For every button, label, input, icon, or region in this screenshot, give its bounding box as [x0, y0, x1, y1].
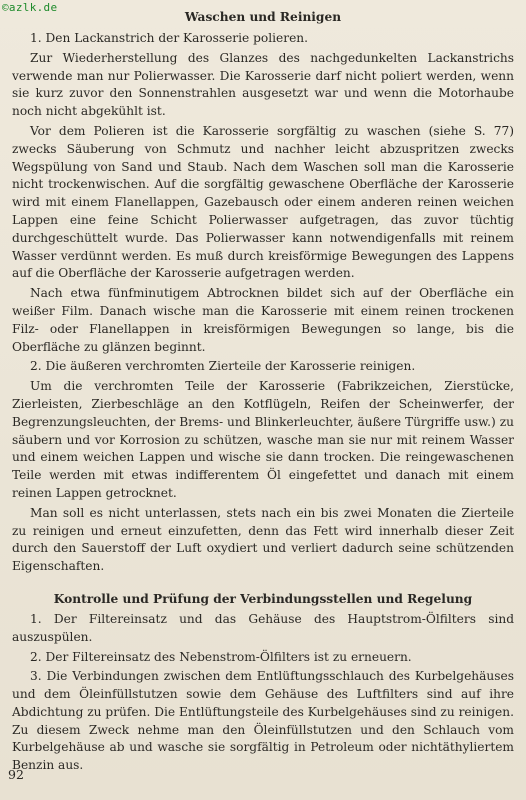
paragraph: Vor dem Polieren ist die Karosserie sorgfältig zu waschen (siehe S. 77) zwecks Säuberung von Schmutz und nachher leicht abzuspritzen zwecks Wegspülung von Sand und Staub. Nach dem Waschen soll man die Karosserie nicht trockenwischen. Auf die sorgfältig gewaschene Oberfläche der Karosserie wird mit einem Flanellappen, Gazebausch oder einem anderen reinen weichen Lappen eine feine Schicht Polierwasser aufgetragen, das zuvor tüchtig durchgeschüttelt wurde. Das Polierwasser kann notwendigenfalls mit reinem Wasser verdünnt werden. Es muß durch kreisförmige Bewegungen des Lappens auf die Oberfläche der Karosserie aufgetragen werden. [12, 123, 514, 281]
paragraph: Man soll es nicht unterlassen, stets nach ein bis zwei Monaten die Zierteile zu reinigen und erneut einzufetten, denn das Fett wird innerhalb dieser Zeit durch den Sauerstoff der Luft oxydiert und verliert dadurch seine schützenden Eigenschaften. [12, 505, 514, 574]
paragraph: 2. Die äußeren verchromten Zierteile der Karosserie reinigen. [30, 359, 416, 374]
paragraph: Nach etwa fünfminutigem Abtrocknen bildet sich auf der Oberfläche ein weißer Film. Danach wische man die Karosserie mit einem reinen trockenen Filz- oder Flanellappen in kreisförmigen Bewegungen so lange, bis die Oberfläche zu glänzen beginnt. [12, 286, 514, 354]
paragraph: 2. Der Filtereinsatz des Nebenstrom-Ölfilters ist zu erneuern. [30, 649, 412, 664]
page-number: 92 [8, 767, 24, 782]
page-content [12, 8, 514, 777]
paragraph: 3. Die Verbindungen zwischen dem Entlüftungsschlauch des Kurbelgehäuses und dem Öleinfüllstutzen sowie dem Gehäuse des Luftfilters sind auf ihre Abdichtung zu prüfen. Die Entlüftungsteile des Kurbelgehäuses sind zu reinigen. Zu diesem Zweck nehme man den Öleinfüllstutzen und den Schlauch vom Kurbelgehäuse ab und wasche sie sorgfältig in Petroleum oder nichtäthyliertem Benzin aus. [12, 669, 514, 773]
section-heading-inspection: Kontrolle und Prüfung der Verbindungsstellen und Regelung [53, 591, 473, 606]
paragraph: Zur Wiederherstellung des Glanzes des nachgedunkelten Lackanstrichs verwende man nur Polierwasser. Die Karosserie darf nicht poliert werden, wenn sie kurz zuvor den Sonnenstrahlen ausgesetzt war und wenn die Motorhaube noch nicht abgekühlt ist. [12, 50, 514, 119]
section-heading-washing: Waschen und Reinigen [184, 10, 342, 24]
paragraph: 1. Den Lackanstrich der Karosserie polieren. [30, 31, 309, 45]
watermark: ©azlk.de [2, 1, 58, 14]
paragraph: Um die verchromten Teile der Karosserie (Fabrikzeichen, Zierstücke, Zierleisten, Zierbeschläge an den Kotflügeln, Reifen der Scheinwerfer, der Begrenzungsleuchten, der Brems- und Blinkerleuchter, äußere Türgriffe usw.) zu säubern und vor Korrosion zu schützen, wasche man sie nur mit reinem Wasser und einem weichen Lappen und wische sie dann trocken. Die reingewaschenen Teile werden mit etwas indifferentem Öl eingefettet und danach mit einem reinen Lappen getrocknet. [12, 379, 514, 500]
paragraph: 1. Der Filtereinsatz und das Gehäuse des Hauptstrom-Ölfilters sind auszuspülen. [12, 611, 514, 644]
